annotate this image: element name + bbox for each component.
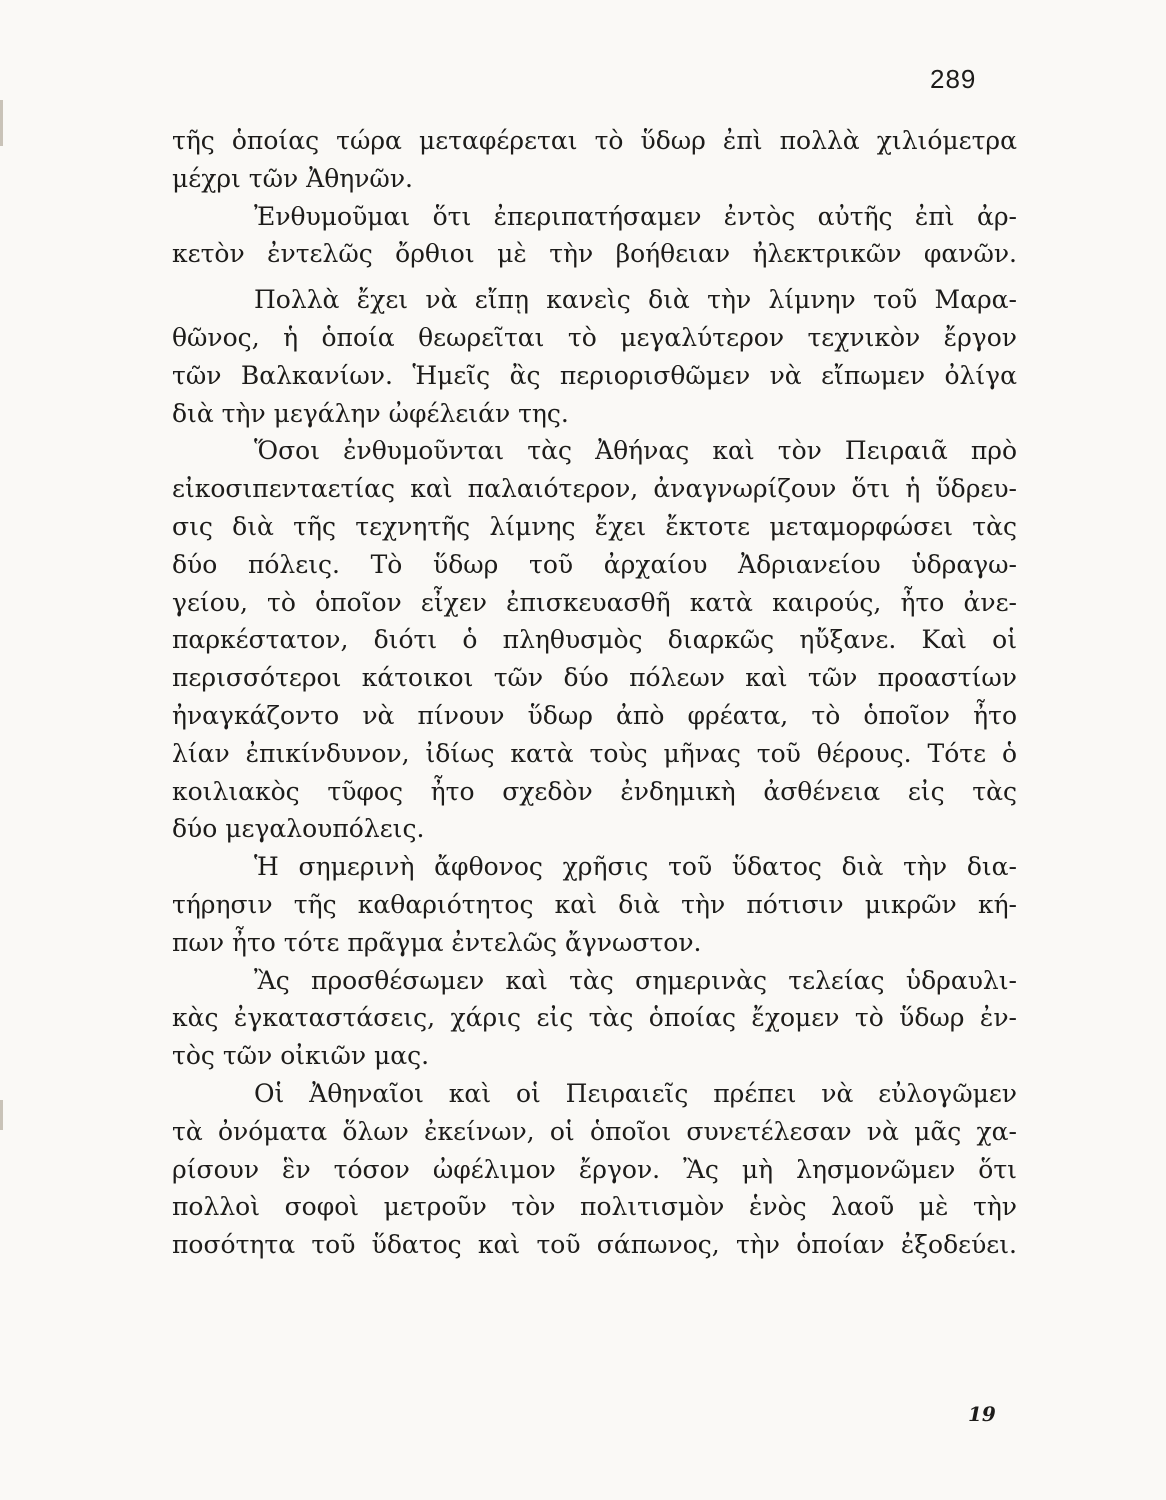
- text-line: δύο πόλεις. Τὸ ὕδωρ τοῦ ἀρχαίου Ἀδριανείου ὑδραγω-: [172, 549, 1017, 579]
- text-line: τῆς ὁποίας τώρα μεταφέρεται τὸ ὕδωρ ἐπὶ πολλὰ χιλιόμετρα: [172, 126, 1017, 155]
- printer-signature: 19: [968, 1402, 996, 1426]
- text-line: θῶνος, ἡ ὁποία θεωρεῖται τὸ μεγαλύτερον τεχνικὸν ἔργον: [172, 322, 1017, 352]
- page-number: 289: [930, 64, 977, 94]
- text-line: μέχρι τῶν Ἀθηνῶν.: [172, 163, 413, 193]
- text-line: εἰκοσιπενταετίας καὶ παλαιότερον, ἀναγνωρίζουν ὅτι ἡ ὕδρευ-: [172, 474, 1017, 504]
- text-line: παρκέστατον, διότι ὁ πληθυσμὸς διαρκῶς ηὔξανε. Καὶ οἱ: [172, 625, 1017, 655]
- text-line: ἠναγκάζοντο νὰ πίνουν ὕδωρ ἀπὸ φρέατα, τὸ ὁποῖον ἦτο: [172, 700, 1017, 730]
- text-line: περισσότεροι κάτοικοι τῶν δύο πόλεων καὶ τῶν προαστίων: [172, 663, 1017, 693]
- text-line: διὰ τὴν μεγάλην ὠφέλειάν της.: [172, 398, 569, 428]
- text-line: λίαν ἐπικίνδυνον, ἰδίως κατὰ τοὺς μῆνας τοῦ θέρους. Τότε ὁ: [172, 738, 1017, 768]
- text-line: κετὸν ἐντελῶς ὄρθιοι μὲ τὴν βοήθειαν ἠλεκτρικῶν φανῶν.: [172, 239, 1017, 269]
- text-line: τῶν Βαλκανίων. Ἡμεῖς ἂς περιορισθῶμεν νὰ εἴπωμεν ὀλίγα: [172, 360, 1017, 390]
- text-line: πων ἦτο τότε πρᾶγμα ἐντελῶς ἄγνωστον.: [172, 927, 702, 957]
- text-line: κὰς ἐγκαταστάσεις, χάρις εἰς τὰς ὁποίας ἔχομεν τὸ ὕδωρ ἐν-: [172, 1003, 1017, 1033]
- text-line: γείου, τὸ ὁποῖον εἶχεν ἐπισκευασθῆ κατὰ καιρούς, ἦτο ἀνε-: [172, 587, 1017, 617]
- text-line: τὰ ὀνόματα ὅλων ἐκείνων, οἱ ὁποῖοι συνετέλεσαν νὰ μᾶς χα-: [172, 1116, 1017, 1146]
- text-line: Ἂς προσθέσωμεν καὶ τὰς σημερινὰς τελείας ὑδραυλι-: [254, 965, 1017, 995]
- body-text: [172, 122, 1017, 1264]
- text-line: Πολλὰ ἔχει νὰ εἴπῃ κανεὶς διὰ τὴν λίμνην τοῦ Μαρα-: [254, 285, 1017, 315]
- text-line: τὸς τῶν οἰκιῶν μας.: [172, 1041, 430, 1071]
- text-line: Ἡ σημερινὴ ἄφθονος χρῆσις τοῦ ὕδατος διὰ τὴν δια-: [254, 852, 1017, 882]
- text-line: σις διὰ τῆς τεχνητῆς λίμνης ἔχει ἔκτοτε μεταμορφώσει τὰς: [172, 511, 1017, 541]
- binding-mark: [0, 100, 13, 146]
- binding-mark: [0, 1100, 13, 1130]
- text-line: ποσότητα τοῦ ὕδατος καὶ τοῦ σάπωνος, τὴν ὁποίαν ἐξοδεύει.: [172, 1230, 1017, 1260]
- text-line: Ὅσοι ἐνθυμοῦνται τὰς Ἀθήνας καὶ τὸν Πειραιᾶ πρὸ: [254, 436, 1017, 466]
- text-line: πολλοὶ σοφοὶ μετροῦν τὸν πολιτισμὸν ἑνὸς λαοῦ μὲ τὴν: [172, 1192, 1017, 1222]
- text-line: τήρησιν τῆς καθαριότητος καὶ διὰ τὴν πότισιν μικρῶν κή-: [172, 889, 1017, 919]
- text-line: ρίσουν ἓν τόσον ὠφέλιμον ἔργον. Ἂς μὴ λησμονῶμεν ὅτι: [172, 1154, 1017, 1184]
- text-line: Ἐνθυμοῦμαι ὅτι ἐπεριπατήσαμεν ἐντὸς αὐτῆς ἐπὶ ἀρ-: [254, 201, 1017, 231]
- text-line: Οἱ Ἀθηναῖοι καὶ οἱ Πειραιεῖς πρέπει νὰ εὐλογῶμεν: [254, 1078, 1017, 1108]
- text-line: δύο μεγαλουπόλεις.: [172, 814, 425, 844]
- text-line: κοιλιακὸς τῦφος ἦτο σχεδὸν ἐνδημικὴ ἀσθένεια εἰς τὰς: [172, 776, 1017, 806]
